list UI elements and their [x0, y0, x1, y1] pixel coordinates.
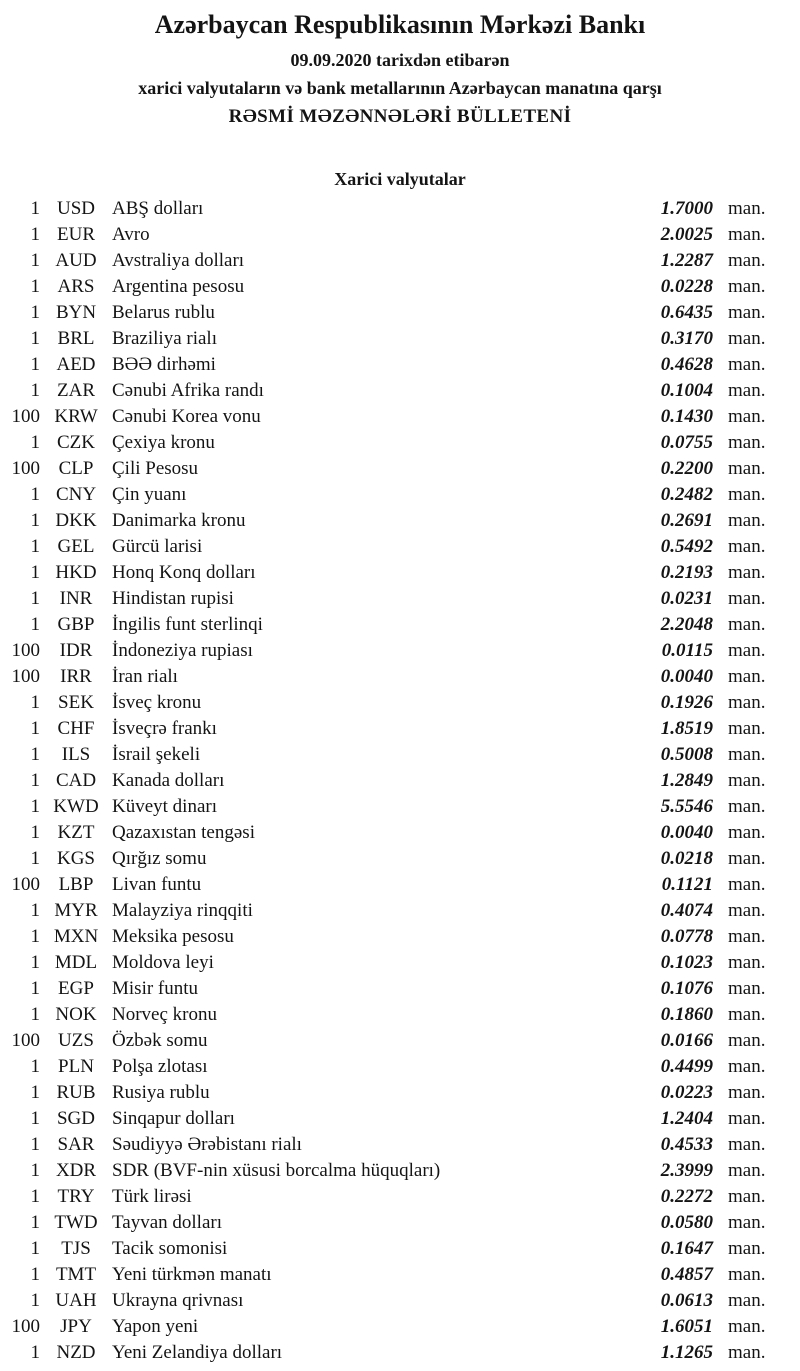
currency-name: İran rialı [112, 666, 178, 687]
currency-name: Cənubi Afrika randı [112, 380, 264, 401]
currency-quantity: 1 [30, 354, 40, 375]
currency-quantity: 1 [30, 250, 40, 271]
currency-quantity: 1 [30, 588, 40, 609]
currency-unit-label: man. [728, 510, 766, 531]
currency-row [0, 1132, 800, 1158]
currency-quantity: 1 [30, 1004, 40, 1025]
currency-quantity: 1 [30, 484, 40, 505]
currency-unit-label: man. [728, 744, 766, 765]
currency-code: JPY [60, 1316, 92, 1337]
currency-unit-label: man. [728, 718, 766, 739]
currency-rate: 2.3999 [660, 1160, 713, 1181]
currency-rate: 0.1004 [660, 380, 713, 401]
currency-name: İsrail şekeli [112, 744, 201, 765]
currency-row [0, 1002, 800, 1028]
currency-code: CHF [57, 718, 95, 739]
currency-unit-label: man. [728, 666, 766, 687]
currency-code: IDR [59, 640, 93, 661]
currency-unit-label: man. [728, 1264, 766, 1285]
bulletin-header [0, 0, 800, 129]
currency-rate: 0.2272 [660, 1186, 713, 1207]
currency-name: Gürcü larisi [112, 536, 203, 557]
currency-row [0, 1080, 800, 1106]
currency-name: Kanada dolları [112, 770, 225, 791]
currency-row [0, 248, 800, 274]
currency-name: ABŞ dolları [112, 198, 204, 219]
currency-unit-label: man. [728, 1238, 766, 1259]
currency-code: TMT [55, 1264, 97, 1285]
currency-name: Avro [112, 224, 150, 245]
currency-code: CZK [57, 432, 95, 453]
currency-rate: 0.1076 [660, 978, 713, 999]
currency-row [0, 664, 800, 690]
currency-rate: 0.0231 [660, 588, 713, 609]
currency-name: Avstraliya dolları [112, 250, 245, 271]
currency-code: BRL [57, 328, 95, 349]
currency-name: Çin yuanı [112, 484, 187, 505]
currency-row [0, 612, 800, 638]
currency-code: NOK [55, 1004, 97, 1025]
currency-unit-label: man. [728, 1056, 766, 1077]
currency-unit-label: man. [728, 1160, 766, 1181]
currency-code: HKD [55, 562, 97, 583]
currency-code: SGD [56, 1108, 95, 1129]
currency-rate: 0.0115 [661, 640, 713, 661]
currency-code: TJS [61, 1238, 91, 1259]
currency-row [0, 794, 800, 820]
currency-name: Braziliya rialı [112, 328, 217, 349]
currency-quantity: 1 [30, 978, 40, 999]
currency-name: Qırğız somu [112, 848, 207, 869]
currency-rate: 0.5492 [660, 536, 713, 557]
currency-rate: 1.2849 [660, 770, 713, 791]
currency-rate: 0.3170 [660, 328, 713, 349]
currency-quantity: 1 [30, 432, 40, 453]
currency-row [0, 352, 800, 378]
currency-quantity: 1 [30, 276, 40, 297]
currency-unit-label: man. [728, 848, 766, 869]
currency-name: Misir funtu [112, 978, 199, 999]
currency-code: KRW [54, 406, 98, 427]
currency-unit-label: man. [728, 770, 766, 791]
currency-code: CLP [58, 458, 94, 479]
currency-code: MYR [54, 900, 98, 921]
currency-name: BƏƏ dirhəmi [112, 354, 216, 375]
currency-rate: 0.5008 [660, 744, 713, 765]
currency-row [0, 898, 800, 924]
currency-row [0, 456, 800, 482]
currency-code: USD [56, 198, 95, 219]
currency-rate: 0.0218 [660, 848, 713, 869]
currency-row [0, 976, 800, 1002]
currency-row [0, 1158, 800, 1184]
currency-unit-label: man. [728, 432, 766, 453]
currency-quantity: 1 [30, 1238, 40, 1259]
currency-row [0, 508, 800, 534]
currency-unit-label: man. [728, 1316, 766, 1337]
currency-unit-label: man. [728, 1290, 766, 1311]
currency-name: İsveçrə frankı [112, 718, 217, 739]
currency-code: RUB [56, 1082, 96, 1103]
currency-unit-label: man. [728, 250, 766, 271]
currency-name: Argentina pesosu [112, 276, 245, 297]
currency-row [0, 1210, 800, 1236]
currency-unit-label: man. [728, 1342, 766, 1363]
currency-unit-label: man. [728, 302, 766, 323]
bulletin-name: RƏSMİ MƏZƏNNƏLƏRİ BÜLLETENİ [228, 106, 572, 127]
currency-name: İsveç kronu [112, 692, 202, 713]
currency-quantity: 1 [30, 1342, 40, 1363]
currency-name: Yeni türkmən manatı [112, 1264, 272, 1285]
currency-name: Malayziya rinqqiti [112, 900, 253, 921]
currency-name: Səudiyyə Ərəbistanı rialı [112, 1134, 302, 1155]
currency-quantity: 1 [30, 224, 40, 245]
currency-rate: 0.6435 [660, 302, 713, 323]
currency-row [0, 1106, 800, 1132]
currency-name: SDR (BVF-nin xüsusi borcalma hüquqları) [112, 1160, 441, 1181]
currency-unit-label: man. [728, 536, 766, 557]
currency-row [0, 1054, 800, 1080]
currency-code: BYN [55, 302, 97, 323]
currency-name: Polşa zlotası [112, 1056, 208, 1077]
currency-code: XDR [55, 1160, 97, 1181]
currency-quantity: 1 [30, 1056, 40, 1077]
currency-rate: 5.5546 [660, 796, 713, 817]
currency-name: Özbək somu [112, 1030, 208, 1051]
currency-code: AUD [55, 250, 97, 271]
currency-row [0, 768, 800, 794]
currency-unit-label: man. [728, 562, 766, 583]
currency-code: ARS [57, 276, 95, 297]
currency-name: Çexiya kronu [112, 432, 215, 453]
currency-rate: 0.4628 [660, 354, 713, 375]
currency-rate: 1.1265 [660, 1342, 713, 1363]
currency-quantity: 1 [30, 562, 40, 583]
currency-quantity: 1 [30, 718, 40, 739]
currency-unit-label: man. [728, 900, 766, 921]
currency-quantity: 100 [11, 1030, 40, 1051]
currency-row [0, 274, 800, 300]
currency-quantity: 100 [11, 458, 40, 479]
currency-quantity: 1 [30, 1134, 40, 1155]
currency-rate: 0.4074 [660, 900, 713, 921]
currency-name: Rusiya rublu [112, 1082, 210, 1103]
currency-quantity: 1 [30, 1160, 40, 1181]
currency-unit-label: man. [728, 328, 766, 349]
currency-unit-label: man. [728, 926, 766, 947]
currency-rate: 0.4857 [660, 1264, 713, 1285]
currency-code: ZAR [57, 380, 95, 401]
currency-code: EUR [57, 224, 95, 245]
currency-unit-label: man. [728, 614, 766, 635]
currency-name: Yapon yeni [112, 1316, 199, 1337]
currency-unit-label: man. [728, 458, 766, 479]
bank-title: Azərbaycan Respublikasının Mərkəzi Bankı [154, 10, 646, 39]
currency-quantity: 100 [11, 666, 40, 687]
currency-name: Moldova leyi [112, 952, 214, 973]
currency-quantity: 1 [30, 1082, 40, 1103]
currency-row [0, 404, 800, 430]
currency-quantity: 1 [30, 796, 40, 817]
currency-quantity: 1 [30, 900, 40, 921]
currency-quantity: 1 [30, 1186, 40, 1207]
currency-rate: 0.1121 [661, 874, 713, 895]
currency-quantity: 100 [11, 406, 40, 427]
currency-quantity: 100 [11, 1316, 40, 1337]
currency-unit-label: man. [728, 874, 766, 895]
currency-quantity: 1 [30, 1108, 40, 1129]
currency-rate: 0.0166 [660, 1030, 713, 1051]
currency-quantity: 1 [30, 952, 40, 973]
currency-unit-label: man. [728, 1030, 766, 1051]
currency-row [0, 482, 800, 508]
currency-code: MXN [53, 926, 99, 947]
currency-code: NZD [56, 1342, 96, 1363]
currency-name: Meksika pesosu [112, 926, 234, 947]
currency-quantity: 1 [30, 1212, 40, 1233]
currency-code: DKK [55, 510, 97, 531]
currency-name: Ukrayna qrivnası [112, 1290, 244, 1311]
section-title-foreign-currencies: Xarici valyutalar [334, 169, 466, 189]
currency-name: Livan funtu [112, 874, 202, 895]
currency-name: Belarus rublu [112, 302, 215, 323]
currency-unit-label: man. [728, 224, 766, 245]
currency-code: AED [56, 354, 96, 375]
currency-code: KWD [53, 796, 99, 817]
currency-code: TWD [54, 1212, 98, 1233]
currency-unit-label: man. [728, 1004, 766, 1025]
currency-row [0, 534, 800, 560]
currency-row [0, 1236, 800, 1262]
currency-row [0, 846, 800, 872]
currency-row [0, 690, 800, 716]
currency-name: Yeni Zelandiya dolları [112, 1342, 283, 1363]
currency-row [0, 820, 800, 846]
currency-name: Qazaxıstan tengəsi [112, 822, 255, 843]
currency-unit-label: man. [728, 406, 766, 427]
currency-row [0, 924, 800, 950]
currency-quantity: 1 [30, 770, 40, 791]
effective-date-line: 09.09.2020 tarixdən etibarən [290, 50, 510, 70]
currency-code: CAD [55, 770, 97, 791]
currency-code: GBP [57, 614, 95, 635]
currency-name: Küveyt dinarı [112, 796, 218, 817]
currency-quantity: 1 [30, 822, 40, 843]
currency-unit-label: man. [728, 1186, 766, 1207]
currency-name: Hindistan rupisi [112, 588, 234, 609]
currency-rate: 1.2404 [660, 1108, 713, 1129]
currency-rate: 0.2193 [660, 562, 713, 583]
currency-row [0, 300, 800, 326]
currency-row [0, 586, 800, 612]
currency-unit-label: man. [728, 822, 766, 843]
currency-quantity: 1 [30, 302, 40, 323]
currency-quantity: 1 [30, 510, 40, 531]
currency-row [0, 742, 800, 768]
currency-row [0, 1340, 800, 1366]
currency-unit-label: man. [728, 1212, 766, 1233]
currency-unit-label: man. [728, 692, 766, 713]
currency-code: TRY [57, 1186, 95, 1207]
currency-code: GEL [57, 536, 95, 557]
currency-unit-label: man. [728, 484, 766, 505]
currency-code: CNY [55, 484, 97, 505]
currency-row [0, 638, 800, 664]
currency-code: INR [59, 588, 93, 609]
currency-code: ILS [61, 744, 91, 765]
currency-row [0, 872, 800, 898]
currency-rate: 0.1647 [660, 1238, 713, 1259]
currency-rate: 2.0025 [660, 224, 713, 245]
currency-name: Tacik somonisi [112, 1238, 228, 1259]
currency-code: UZS [58, 1030, 94, 1051]
currency-rate: 0.4499 [660, 1056, 713, 1077]
currency-rate: 0.1926 [660, 692, 713, 713]
currency-unit-label: man. [728, 1134, 766, 1155]
currency-row [0, 716, 800, 742]
currency-unit-label: man. [728, 1108, 766, 1129]
currency-code: SAR [57, 1134, 95, 1155]
currency-quantity: 1 [30, 744, 40, 765]
currency-unit-label: man. [728, 198, 766, 219]
currency-quantity: 1 [30, 848, 40, 869]
currency-unit-label: man. [728, 978, 766, 999]
currency-rate: 0.1860 [660, 1004, 713, 1025]
currency-quantity: 1 [30, 926, 40, 947]
currency-name: Norveç kronu [112, 1004, 217, 1025]
currency-unit-label: man. [728, 276, 766, 297]
currency-row [0, 326, 800, 352]
currency-rate: 0.0613 [660, 1290, 713, 1311]
currency-name: Türk lirəsi [112, 1186, 192, 1207]
currency-code: KGS [56, 848, 95, 869]
currency-quantity: 100 [11, 874, 40, 895]
currency-unit-label: man. [728, 354, 766, 375]
currency-row [0, 1184, 800, 1210]
currency-code: LBP [58, 874, 94, 895]
currency-unit-label: man. [728, 1082, 766, 1103]
currency-quantity: 1 [30, 198, 40, 219]
currency-rate: 0.2691 [660, 510, 713, 531]
currency-name: Sinqapur dolları [112, 1108, 235, 1129]
currency-unit-label: man. [728, 588, 766, 609]
currency-row [0, 222, 800, 248]
currency-name: Honq Konq dolları [112, 562, 256, 583]
currency-rate: 0.0223 [660, 1082, 713, 1103]
currency-row [0, 1262, 800, 1288]
currency-name: Danimarka kronu [112, 510, 246, 531]
currency-rate: 0.4533 [660, 1134, 713, 1155]
currency-row [0, 1314, 800, 1340]
currency-rate: 1.8519 [660, 718, 713, 739]
currency-quantity: 1 [30, 328, 40, 349]
currency-rate: 0.0040 [660, 822, 713, 843]
currency-row [0, 1288, 800, 1314]
currency-rate: 0.0755 [660, 432, 713, 453]
currency-rate: 1.7000 [660, 198, 713, 219]
currency-unit-label: man. [728, 952, 766, 973]
currency-unit-label: man. [728, 380, 766, 401]
currency-name: Tayvan dolları [112, 1212, 222, 1233]
currency-row [0, 378, 800, 404]
currency-row [0, 430, 800, 456]
currency-rate: 0.0580 [660, 1212, 713, 1233]
currency-quantity: 1 [30, 380, 40, 401]
currency-quantity: 1 [30, 692, 40, 713]
currency-unit-label: man. [728, 640, 766, 661]
currency-code: MDL [54, 952, 98, 973]
currency-code: UAH [55, 1290, 97, 1311]
currency-rate: 1.6051 [660, 1316, 713, 1337]
currency-rate: 2.2048 [660, 614, 713, 635]
currency-rate: 0.2200 [660, 458, 713, 479]
currency-quantity: 1 [30, 614, 40, 635]
currency-row [0, 196, 800, 222]
currency-code: EGP [58, 978, 94, 999]
currency-name: İndoneziya rupiası [112, 640, 253, 661]
currency-code: SEK [58, 692, 94, 713]
currency-quantity: 1 [30, 536, 40, 557]
currency-quantity: 100 [11, 640, 40, 661]
currency-rate: 0.0778 [660, 926, 713, 947]
currency-rate: 0.1430 [660, 406, 713, 427]
rates-list [0, 196, 800, 1366]
currency-rate: 0.0228 [660, 276, 713, 297]
currency-name: İngilis funt sterlinqi [112, 614, 263, 635]
bulletin-subtitle: xarici valyutaların və bank metallarının Azərbaycan manatına qarşı [138, 78, 662, 98]
currency-name: Çili Pesosu [112, 458, 199, 479]
currency-unit-label: man. [728, 796, 766, 817]
currency-quantity: 1 [30, 1290, 40, 1311]
currency-rate: 0.0040 [660, 666, 713, 687]
currency-name: Cənubi Korea vonu [112, 406, 261, 427]
currency-row [0, 950, 800, 976]
currency-rate: 0.1023 [660, 952, 713, 973]
currency-row [0, 560, 800, 586]
currency-code: IRR [60, 666, 92, 687]
currency-code: KZT [57, 822, 95, 843]
currency-rate: 1.2287 [660, 250, 713, 271]
currency-row [0, 1028, 800, 1054]
currency-rate: 0.2482 [660, 484, 713, 505]
currency-quantity: 1 [30, 1264, 40, 1285]
currency-code: PLN [58, 1056, 94, 1077]
